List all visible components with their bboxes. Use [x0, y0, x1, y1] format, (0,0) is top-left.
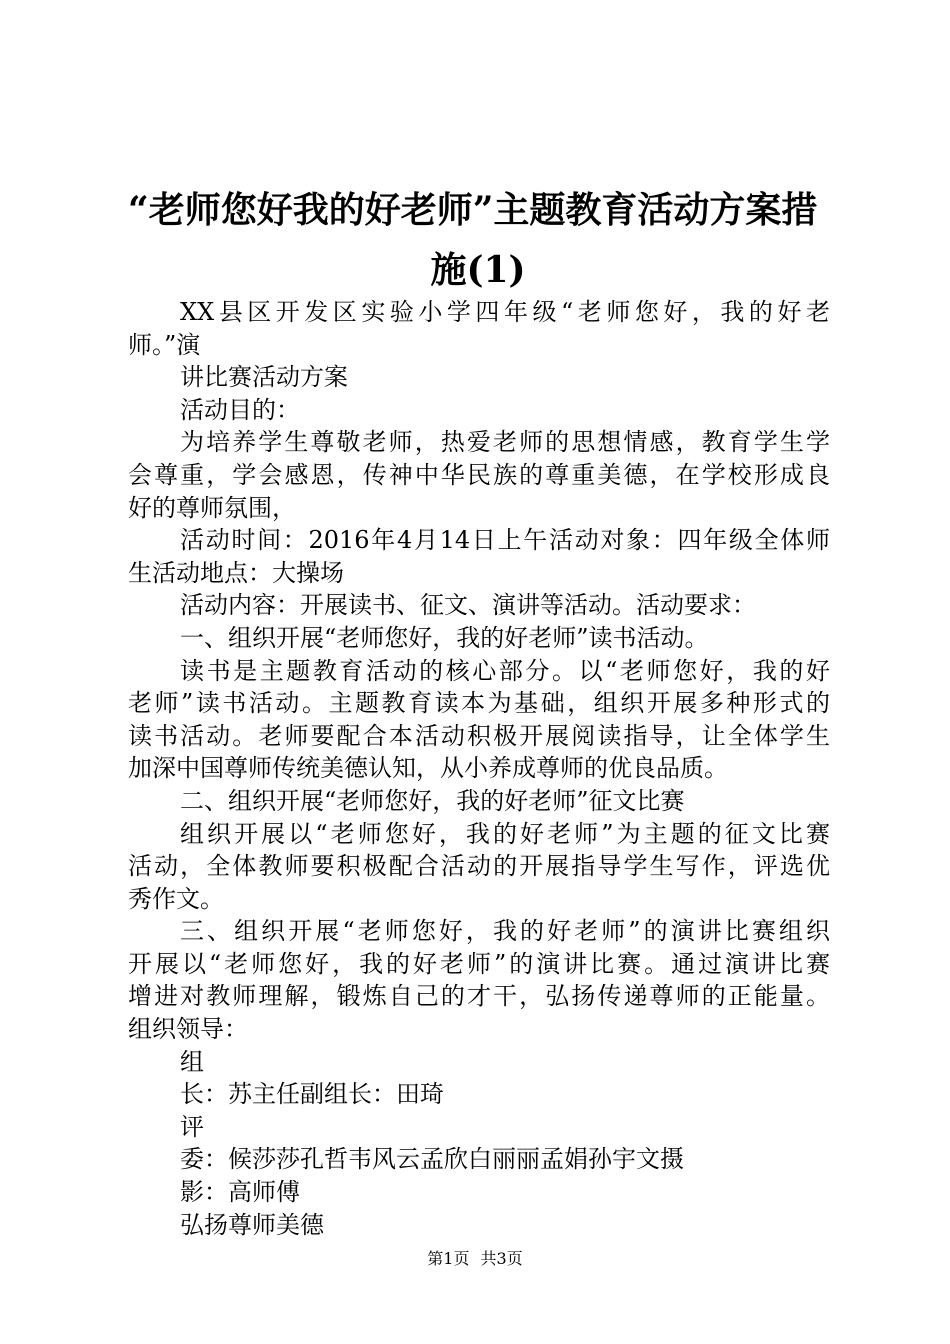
paragraph-line: 师。”演	[128, 330, 201, 359]
paragraph-line: 组织领导：	[128, 1015, 248, 1044]
paragraph-line: 开展以“老师您好，我的好老师”的演讲比赛。通过演讲比赛	[128, 949, 830, 978]
document-title-line-2: 施(1)	[430, 249, 526, 291]
paragraph-line: 生活动地点：大操场	[128, 558, 344, 587]
paragraph-line: 一、组织开展“老师您好，我的好老师”读书活动。	[180, 623, 709, 652]
paragraph-line: 弘扬尊师美德	[180, 1210, 324, 1239]
page-footer	[0, 1246, 950, 1269]
paragraph-line: 委：候莎莎孔哲韦风云孟欣白丽丽孟娟孙宇文摄	[180, 1145, 684, 1174]
paragraph-line: 活动时间：2016年4月14日上午活动对象：四年级全体师	[180, 526, 830, 555]
paragraph-line: 读书是主题教育活动的核心部分。以“老师您好，我的好	[180, 656, 830, 685]
document-body	[128, 296, 830, 1241]
paragraph-line: 组	[180, 1047, 204, 1076]
paragraph-line: 长：苏主任副组长：田琦	[180, 1080, 444, 1109]
paragraph-line: 评	[180, 1112, 204, 1141]
paragraph-line: 会尊重，学会感恩，传神中华民族的尊重美德，在学校形成良	[128, 460, 830, 489]
paragraph-line: 二、组织开展“老师您好，我的好老师”征文比赛	[180, 786, 685, 815]
paragraph-line: 活动，全体教师要积极配合活动的开展指导学生写作，评选优	[128, 852, 830, 881]
paragraph-line: 为培养学生尊敬老师，热爱老师的思想情感，教育学生学	[180, 428, 830, 457]
page-number-total: 共3页	[480, 1249, 523, 1268]
document-title-line-1: “老师您好我的好老师”主题教育活动方案措	[128, 189, 818, 231]
paragraph-line: 讲比赛活动方案	[180, 363, 348, 392]
paragraph-line: 组织开展以“老师您好，我的好老师”为主题的征文比赛	[180, 819, 830, 848]
paragraph-line: 秀作文。	[128, 884, 224, 913]
paragraph-line: 增进对教师理解，锻炼自己的才干，弘扬传递尊师的正能量。	[128, 982, 830, 1011]
paragraph-line: 三、组织开展“老师您好，我的好老师”的演讲比赛组织	[180, 917, 830, 946]
paragraph-line: 影：高师傅	[180, 1178, 300, 1207]
paragraph-line: 好的尊师氛围，	[128, 493, 296, 522]
paragraph-line: 老师”读书活动。主题教育读本为基础，组织开展多种形式的	[128, 689, 830, 718]
paragraph-line: 活动目的：	[180, 395, 300, 424]
paragraph-line: 加深中国尊师传统美德认知，从小养成尊师的优良品质。	[128, 754, 728, 783]
paragraph-line: XX县区开发区实验小学四年级“老师您好，我的好老	[180, 298, 830, 326]
paragraph-line: 读书活动。老师要配合本活动积极开展阅读指导，让全体学生	[128, 721, 830, 750]
page-number-current: 第1页	[427, 1249, 470, 1268]
paragraph-line: 活动内容：开展读书、征文、演讲等活动。活动要求：	[180, 591, 756, 620]
